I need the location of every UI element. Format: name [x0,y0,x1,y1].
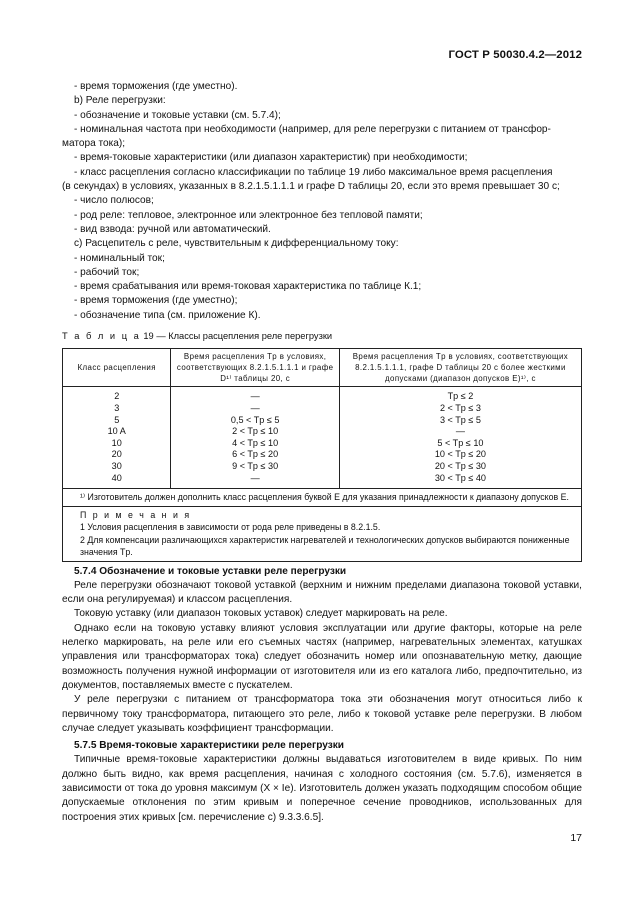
table-notes [63,506,582,561]
section-heading-575: 5.7.5 Время-токовые характеристики реле перегрузки [74,740,344,752]
table-cell: — [250,391,260,402]
table-cell: 10 [111,437,122,448]
text-line: - номинальный ток; [74,252,165,264]
notes-title: П р и м е ч а н и я [80,509,192,520]
text-line: - время срабатывания или время-токовая характеристика по таблице К.1; [74,281,422,293]
table-cell: 3 [114,402,120,413]
table-cell: 30 < Tp ≤ 40 [434,472,486,483]
text-line: - обозначение типа (см. приложение К). [74,309,261,321]
paragraph: Типичные время-токовые характеристики должны выдаваться изготовителем в виде кривых. По ним должно быть видно, как время расцепления, начиная с холодного состояния (см. 5.7.6), изменяется в зависимости от тока до уровня максимум (X × Ie). Изготовитель должен указать подходящим способом общие допускаемые отклонения по этим кривым и поперечное сечение проводников, использованных для построения этих кривых [см. перечисление с) 9.3.3.6.5]. [62,754,582,823]
note-item: 1 Условия расцепления в зависимости от рода реле приведены в 8.2.1.5. [80,522,381,533]
document-body [62,80,582,825]
text-line: (в секундах) в условиях, указанных в 8.2.1.5.1.1.1 и графе D таблицы 20, если это время превышает 30 с; [62,181,560,193]
document-header: ГОСТ Р 50030.4.2—2012 [448,49,582,61]
table-cell: 3 < Tp ≤ 5 [439,414,481,425]
header-trip-time-e: Время расцепления Tp в условиях, соответствующих 8.2.1.5.1.1.1, графе D таблицы 20 с более жесткими допусками (диапазон допусков E)¹⁾, с [339,349,581,387]
table-caption [62,329,582,343]
table-cell: 5 [114,414,120,425]
table-caption-label: Т а б л и ц а [62,331,141,342]
footnote-text: ¹⁾ Изготовитель должен дополнить класс расцепления буквой Е для указания принадлежности к диапазону допусков Е. [80,492,569,503]
table-cell: 10 A [107,426,126,437]
table-cell: 0,5 < Tp ≤ 5 [230,414,280,425]
table-cell: 20 [111,449,122,460]
section-heading-574: 5.7.4 Обозначение и токовые уставки реле перегрузки [74,565,347,577]
table-cell: 2 [114,391,120,402]
table-cell: 30 [111,460,122,471]
table-footnote [63,489,582,507]
table-cell: — [250,472,260,483]
trip-time-column [171,387,339,489]
table-cell: 5 < Tp ≤ 10 [437,437,484,448]
table-cell: 2 < Tp ≤ 10 [232,426,279,437]
text-line: матора тока); [62,138,126,150]
table-footnote-row [63,489,582,507]
table-cell: 6 < Tp ≤ 20 [232,449,279,460]
table-data-row [63,387,582,489]
text-line: - обозначение и токовые уставки (см. 5.7.4); [74,109,281,121]
table-caption-text: 19 — Классы расцепления реле перегрузки [143,331,333,342]
table-cell: Tp ≤ 2 [447,391,474,402]
header-trip-time: Время расцепления Tp в условиях, соответствующих 8.2.1.5.1.1.1 и графе D¹⁾ таблицы 20, с [171,349,339,387]
text-line: - время торможения (где уместно). [74,81,238,92]
table-cell: 4 < Tp ≤ 10 [232,437,279,448]
paragraph: Реле перегрузки обозначают токовой уставкой (верхним и нижним пределами диапазона токовой уставки, если она регулируемая) и классом расцепления. [62,579,582,606]
table-cell: 2 < Tp ≤ 3 [439,402,481,413]
table-notes-row [63,506,582,561]
trip-class-table [62,348,582,561]
text-line: - вид взвода: ручной или автоматический. [74,223,271,235]
page-number: 17 [570,832,582,844]
text-line: b) Реле перегрузки: [74,95,166,107]
text-line: - класс расцепления согласно классификации по таблице 19 либо максимальное время расцепления [74,166,553,178]
text-line: - номинальная частота при необходимости (например, для реле перегрузки с питанием от трансфор- [74,123,551,135]
table-cell: 9 < Tp ≤ 30 [232,460,279,471]
paragraph: Однако если на токовую уставку влияют условия эксплуатации или другие факторы, которые на реле нелегко маркировать, на реле или его съемных частях (например, нагревательных элементах, катушках управления или трансформаторах тока) следует обозначить номер или опознавательную метку, дающие возможность получения нужной информации от изготовителя или из его каталога либо, предпочтительно, из документов, поставляемых вместе с пускателем. [62,622,582,691]
text-line: - число полюсов; [74,195,154,207]
class-column [63,387,171,489]
table-header-row [63,349,582,387]
table-cell: — [250,402,260,413]
trip-time-e-column [339,387,581,489]
text-line: - рабочий ток; [74,266,140,278]
text-line: - время-токовые характеристики (или диапазон характеристик) при необходимости; [74,152,468,164]
table-cell: 10 < Tp ≤ 20 [434,449,486,460]
table-cell: 20 < Tp ≤ 30 [434,460,486,471]
table-cell: — [455,426,465,437]
text-line: - время торможения (где уместно); [74,295,238,307]
text-line: c) Расцепитель с реле, чувствительным к дифференциальному току: [74,238,399,250]
paragraph: У реле перегрузки с питанием от трансформатора тока эти обозначения могут относиться либо к первичному току трансформатора, питающего это реле, либо к токовой уставке реле перегрузки. В любом случае следует указывать коэффициент трансформации. [62,694,582,734]
table-cell: 40 [111,472,122,483]
note-item: 2 Для компенсации различающихся характеристик нагревателей и технологических допусков выбираются пониженные значения Tp. [80,534,570,558]
header-class: Класс расцепления [63,349,171,387]
paragraph: Токовую уставку (или диапазон токовых уставок) следует маркировать на реле. [74,608,448,620]
text-line: - род реле: тепловое, электронное или электронное без тепловой памяти; [74,209,423,221]
